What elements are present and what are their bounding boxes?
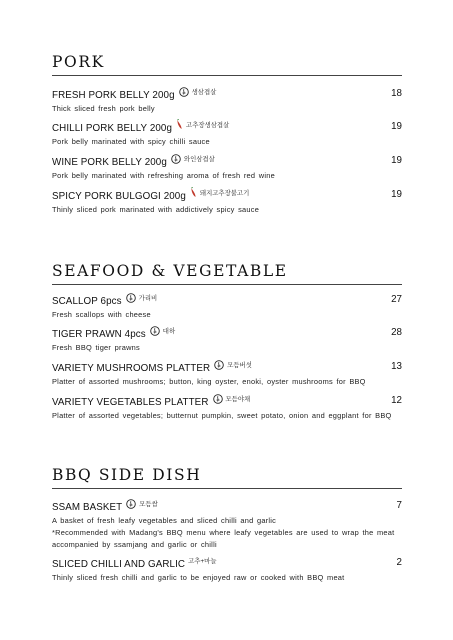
chili-icon (176, 119, 183, 133)
section-title: BBQ SIDE DISH (52, 466, 202, 484)
item-price: 2 (396, 557, 402, 568)
korean-name: 와인삼겹살 (183, 156, 215, 163)
section-title: PORK (52, 53, 105, 71)
item-name: TIGER PRAWN 4pcs (52, 329, 146, 341)
korean-name: 생삼겹살 (191, 89, 217, 96)
menu-item (52, 293, 402, 321)
item-description: Platter of assorted vegetables; butternut pumpkin, sweet potato, onion and eggplant for BBQ (52, 411, 392, 420)
grill-icon (126, 292, 136, 306)
section-bbq-side-dish (52, 466, 402, 489)
menu-item (52, 394, 402, 422)
item-name: SSAM BASKET (52, 502, 123, 514)
grill-icon (171, 153, 181, 167)
item-description: Thick sliced fresh pork belly (52, 104, 155, 113)
grill-icon (214, 359, 224, 373)
item-price: 12 (391, 395, 402, 406)
menu-item (52, 326, 402, 354)
item-name: VARIETY MUSHROOMS PLATTER (52, 363, 211, 375)
korean-name: 고추장생삼겹살 (186, 122, 230, 129)
menu-item (52, 87, 402, 115)
grill-icon (126, 498, 136, 512)
item-price: 18 (391, 88, 402, 99)
section-pork (52, 53, 402, 76)
menu-item (52, 188, 402, 216)
item-description: A basket of fresh leafy vegetables and sliced chilli and garlic *Recommended with Madang's BBQ menu where leafy vegetables are used to wrap the meat accompanied by ssamjang and garlic or chilli (52, 516, 395, 549)
korean-name: 고추+마늘 (188, 558, 217, 565)
item-name: SCALLOP 6pcs (52, 296, 122, 308)
item-name: CHILLI PORK BELLY 200g (52, 123, 173, 135)
korean-name: 모듬버섯 (227, 362, 252, 369)
item-description: Fresh scallops with cheese (52, 310, 151, 319)
korean-name: 돼지고추장불고기 (199, 190, 250, 197)
section-divider (52, 488, 402, 489)
korean-name: 대하 (162, 328, 176, 335)
korean-name: 모듬쌈 (139, 501, 158, 508)
item-price: 27 (391, 294, 402, 305)
item-price: 7 (396, 500, 402, 511)
menu-item (52, 154, 402, 182)
item-description: Platter of assorted mushrooms; button, king oyster, enoki, oyster mushrooms for BBQ (52, 377, 366, 386)
item-name: SPICY PORK BULGOGI 200g (52, 191, 186, 203)
item-name: WINE PORK BELLY 200g (52, 157, 167, 169)
menu-item (52, 360, 402, 388)
item-name: SLICED CHILLI AND GARLIC (52, 559, 186, 571)
item-description: Pork belly marinated with spicy chilli sauce (52, 137, 210, 146)
menu-item (52, 556, 402, 584)
chili-icon (190, 187, 197, 201)
item-description: Thinly sliced fresh chilli and garlic to be enjoyed raw or cooked with BBQ meat (52, 573, 345, 582)
grill-icon (179, 86, 189, 100)
section-divider (52, 75, 402, 76)
grill-icon (150, 325, 160, 339)
item-price: 19 (391, 155, 402, 166)
korean-name: 모듬야채 (225, 396, 251, 403)
item-description: Fresh BBQ tiger prawns (52, 343, 140, 352)
menu-item (52, 499, 402, 551)
item-name: VARIETY VEGETABLES PLATTER (52, 397, 209, 409)
korean-name: 가리비 (138, 295, 158, 302)
section-title: SEAFOOD & VEGETABLE (52, 262, 288, 280)
item-name: FRESH PORK BELLY 200g (52, 90, 175, 102)
item-description: Pork belly marinated with refreshing aroma of fresh red wine (52, 171, 275, 180)
menu-item (52, 120, 402, 148)
item-description: Thinly sliced pork marinated with addictively spicy sauce (52, 205, 260, 214)
grill-icon (213, 393, 223, 407)
item-price: 28 (391, 327, 402, 338)
item-price: 19 (391, 121, 402, 132)
section-divider (52, 284, 402, 285)
item-price: 19 (391, 189, 402, 200)
item-price: 13 (391, 361, 402, 372)
section-seafood-vegetable (52, 262, 402, 285)
